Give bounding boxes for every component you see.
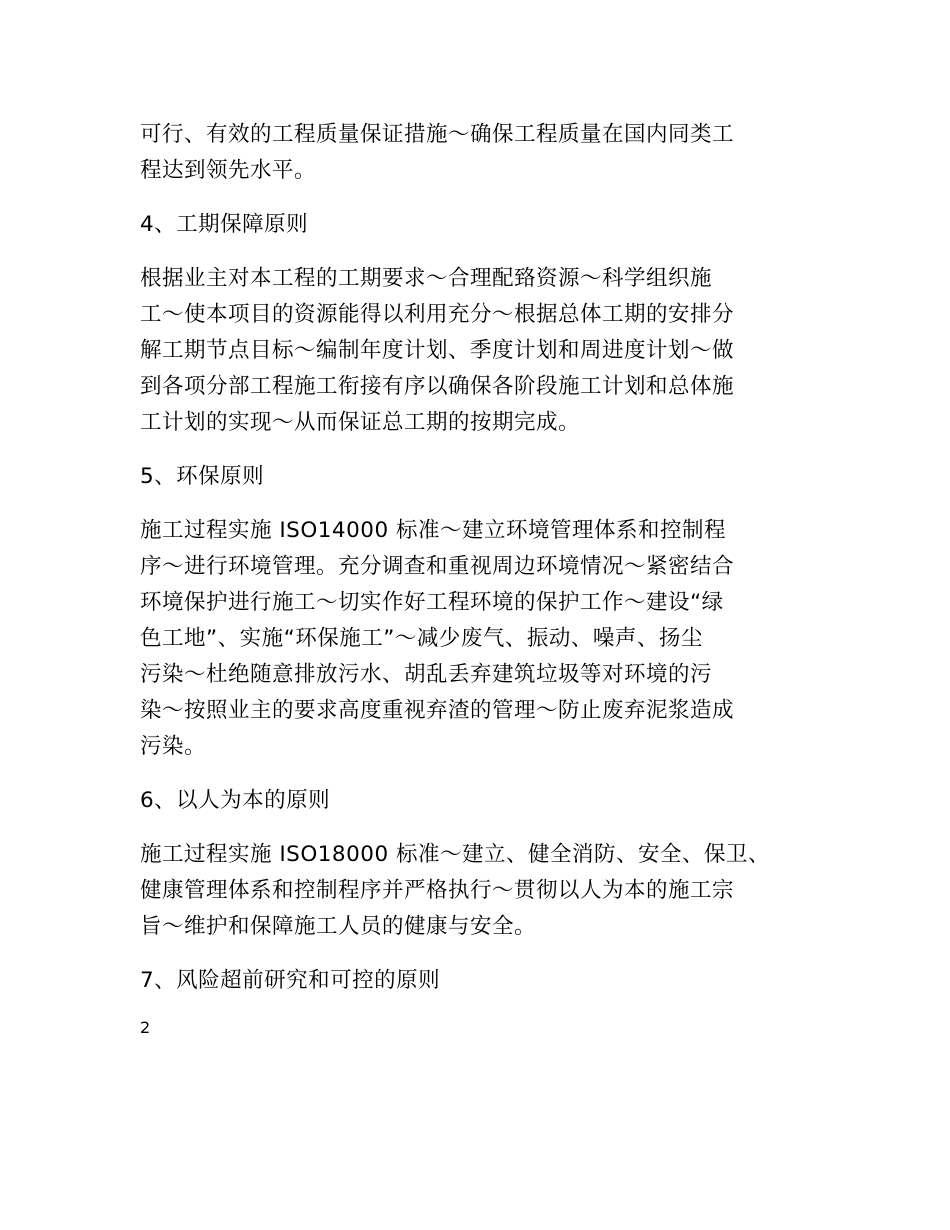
text-line: 环境保护进行施工～切实作好工程环境的保护工作～建设“绿	[140, 590, 724, 615]
page-number: 2	[140, 1018, 151, 1037]
text-line: 序～进行环境管理。充分调查和重视周边环境情况～紧密结合	[140, 554, 735, 579]
text-line: 健康管理体系和控制程序并严格执行～贯彻以人为本的施工宗	[140, 878, 735, 903]
section-heading-schedule: 4、工期保障原则	[140, 212, 309, 237]
text-line: 污染～杜绝随意排放污水、胡乱丢弃建筑垃圾等对环境的污	[140, 662, 713, 687]
text-line: 程达到领先水平。	[140, 158, 317, 183]
text-line: 染～按照业主的要求高度重视弃渣的管理～防止废弃泥浆造成	[140, 698, 735, 723]
paragraph-people	[140, 837, 820, 945]
text-line: 工～使本项目的资源能得以利用充分～根据总体工期的安排分	[140, 302, 735, 327]
paragraph-environment	[140, 513, 820, 765]
section-heading-risk: 7、风险超前研究和可控的原则	[140, 968, 441, 993]
text-line: 可行、有效的工程质量保证措施～确保工程质量在国内同类工	[140, 122, 735, 147]
text-line: 解工期节点目标～编制年度计划、季度计划和周进度计划～做	[140, 338, 735, 363]
text-line: 到各项分部工程施工衔接有序以确保各阶段施工计划和总体施	[140, 374, 735, 399]
text-line: 根据业主对本工程的工期要求～合理配臵资源～科学组织施	[140, 266, 713, 291]
text-line: 污染。	[140, 734, 207, 759]
text-line: 旨～维护和保障施工人员的健康与安全。	[140, 914, 537, 939]
text-line: 工计划的实现～从而保证总工期的按期完成。	[140, 410, 581, 435]
section-heading-people: 6、以人为本的原则	[140, 788, 331, 813]
text-line: 施工过程实施 ISO14000 标准～建立环境管理体系和控制程	[140, 518, 726, 543]
section-heading-environment: 5、环保原则	[140, 464, 265, 489]
paragraph-schedule	[140, 261, 820, 441]
paragraph-quality-assurance	[140, 117, 820, 189]
text-line: 色工地”、实施“环保施工”～减少废气、振动、噪声、扬尘	[140, 626, 703, 651]
document-body	[140, 117, 820, 1017]
text-line: 施工过程实施 ISO18000 标准～建立、健全消防、安全、保卫、	[140, 842, 770, 867]
